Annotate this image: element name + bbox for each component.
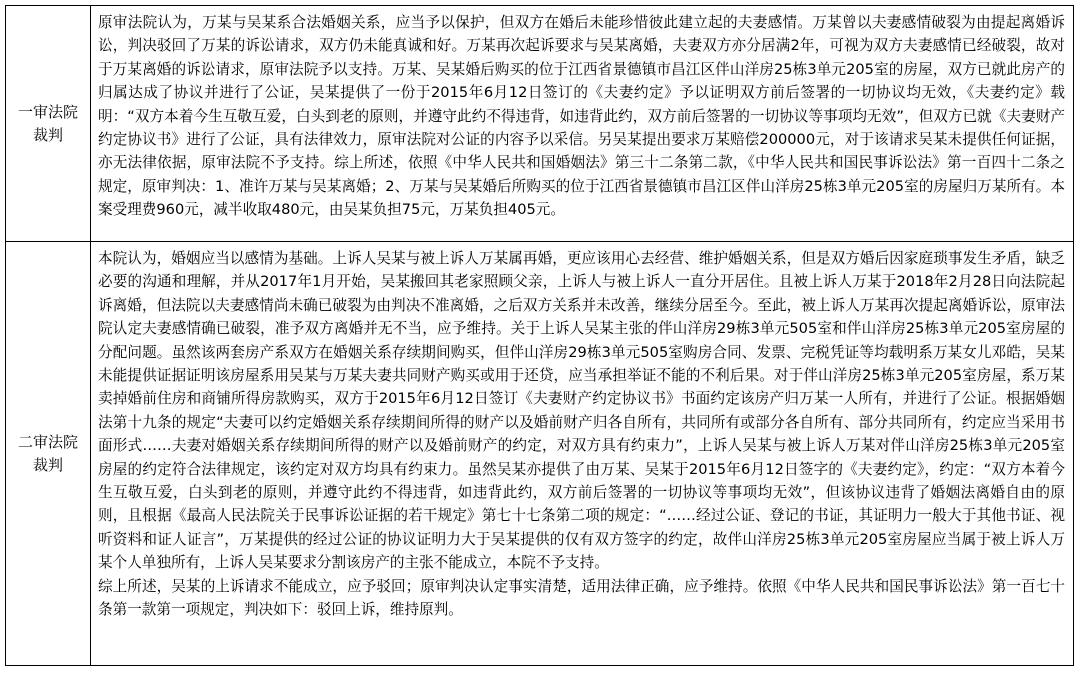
- judgment-paragraph: 原审法院认为，万某与吴某系合法婚姻关系，应当予以保护，但双方在婚后未能珍惜彼此建立起的夫妻感情。万某曾以夫妻感情破裂为由提起离婚诉讼，判决驳回了万某的诉讼请求，双方仍未能真诚和好。万某再次起诉要求与吴某离婚，夫妻双方亦分居满2年，可视为双方夫妻感情已经破裂，故对于万某离婚的诉讼请求，原审法院予以支持。万某、吴某婚后购买的位于江西省景德镇市昌江区伴山洋房25栋3单元205室的房屋，双方已就此房产的归属达成了协议并进行了公证，吴某提供了一份于2015年6月12日签订的《夫妻约定》予以证明双方前后签署的一切协议均无效，《夫妻约定》载明：“双方本着今生互敬互爱，白头到老的原则，并遵守此约不得违背，如违背此约，双方前后签署的一切协议等事项均无效”，但双方已就《夫妻财产约定协议书》进行了公证，具有法律效力，原审法院对公证的内容予以采信。另吴某提出要求万某赔偿200000元，对于该请求吴某未提供任何证据，亦无法律依据，原审法院不予支持。综上所述，依照《中华人民共和国婚姻法》第三十二条第二款，《中华人民共和国民事诉讼法》第一百四十二条之规定，原审判决：1、准许万某与吴某离婚；2、万某与吴某婚后所购买的位于江西省景德镇市昌江区伴山洋房25栋3单元205室的房屋归万某所有。本案受理费960元，减半收取480元，由吴某负担75元，万某负担405元。: [98, 14, 1065, 219]
- row-label-cell: [6, 242, 91, 666]
- judgment-paragraph: 本院认为，婚姻应当以感情为基础。上诉人吴某与被上诉人万某属再婚，更应该用心去经营、维护婚姻关系，但是双方婚后因家庭琐事发生矛盾，缺乏必要的沟通和理解，并从2017年1月开始，吴某搬回其老家照顾父亲，上诉人与被上诉人一直分开居住。且被上诉人万某于2018年2月28日向法院起诉离婚，但法院以夫妻感情尚未确已破裂为由判决不准离婚，之后双方关系并未改善，继续分居至今。至此，被上诉人万某再次提起离婚诉讼，原审法院认定夫妻感情确已破裂，准予双方离婚并无不当，应予维持。关于上诉人吴某主张的伴山洋房29栋3单元505室和伴山洋房25栋3单元205室房屋的分配问题。虽然该两套房产系双方在婚姻关系存续期间购买，但伴山洋房29栋3单元505室购房合同、发票、完税凭证等均载明系万某女儿邓皓，吴某未能提供证据证明该房屋系用吴某与万某夫妻共同财产购买或用于还贷，应当承担举证不能的不利后果。对于伴山洋房25栋3单元205室房屋，系万某卖掉婚前住房和商铺所得房款购买，双方于2015年6月12日签订《夫妻财产约定协议书》书面约定该房产归万某一人所有，并进行了公证。根据婚姻法第十九条的规定“夫妻可以约定婚姻关系存续期间所得的财产以及婚前财产归各自所有，共同所有或部分各自所有、部分共同所有，约定应当采用书面形式……夫妻对婚姻关系存续期间所得的财产以及婚前财产的约定，对双方具有约束力”，上诉人吴某与被上诉人万某对伴山洋房25栋3单元205室房屋的约定符合法律规定，该约定对双方均具有约束力。虽然吴某亦提供了由万某、吴某于2015年6月12日签字的《夫妻约定》，约定：“双方本着今生互敬互爱，白头到老的原则，并遵守此约不得违背，如违背此约，双方前后签署的一切协议等事项均无效”，但该协议违背了婚姻法离婚自由的原则，且根据《最高人民法院关于民事诉讼证据的若干规定》第七十七条第二项的规定：“……经过公证、登记的书证，其证明力一般大于其他书证、视听资料和证人证言”，万某提供的经过公证的协议证明力大于吴某提供的仅有双方签字的约定，故伴山洋房25栋3单元205室房屋应当属于被上诉人万某个人单独所有，上诉人吴某要求分割该房产的主张不能成立，本院不予支持。: [98, 250, 1065, 572]
- row-content-cell: [91, 242, 1074, 666]
- row-label: 一审法院裁判: [17, 102, 78, 144]
- table-row: [6, 6, 1074, 242]
- table-row: [6, 242, 1074, 666]
- row-content-cell: [91, 6, 1074, 242]
- row-label: 二审法院裁判: [17, 432, 78, 474]
- row-label-cell: [6, 6, 91, 242]
- judgment-paragraph: 综上所述，吴某的上诉请求不能成立，应予驳回；原审判决认定事实清楚，适用法律正确，应予维持。依照《中华人民共和国民事诉讼法》第一百七十条第一款第一项规定，判决如下：驳回上诉，维持原判。: [98, 577, 1065, 619]
- judgment-table: [5, 5, 1074, 666]
